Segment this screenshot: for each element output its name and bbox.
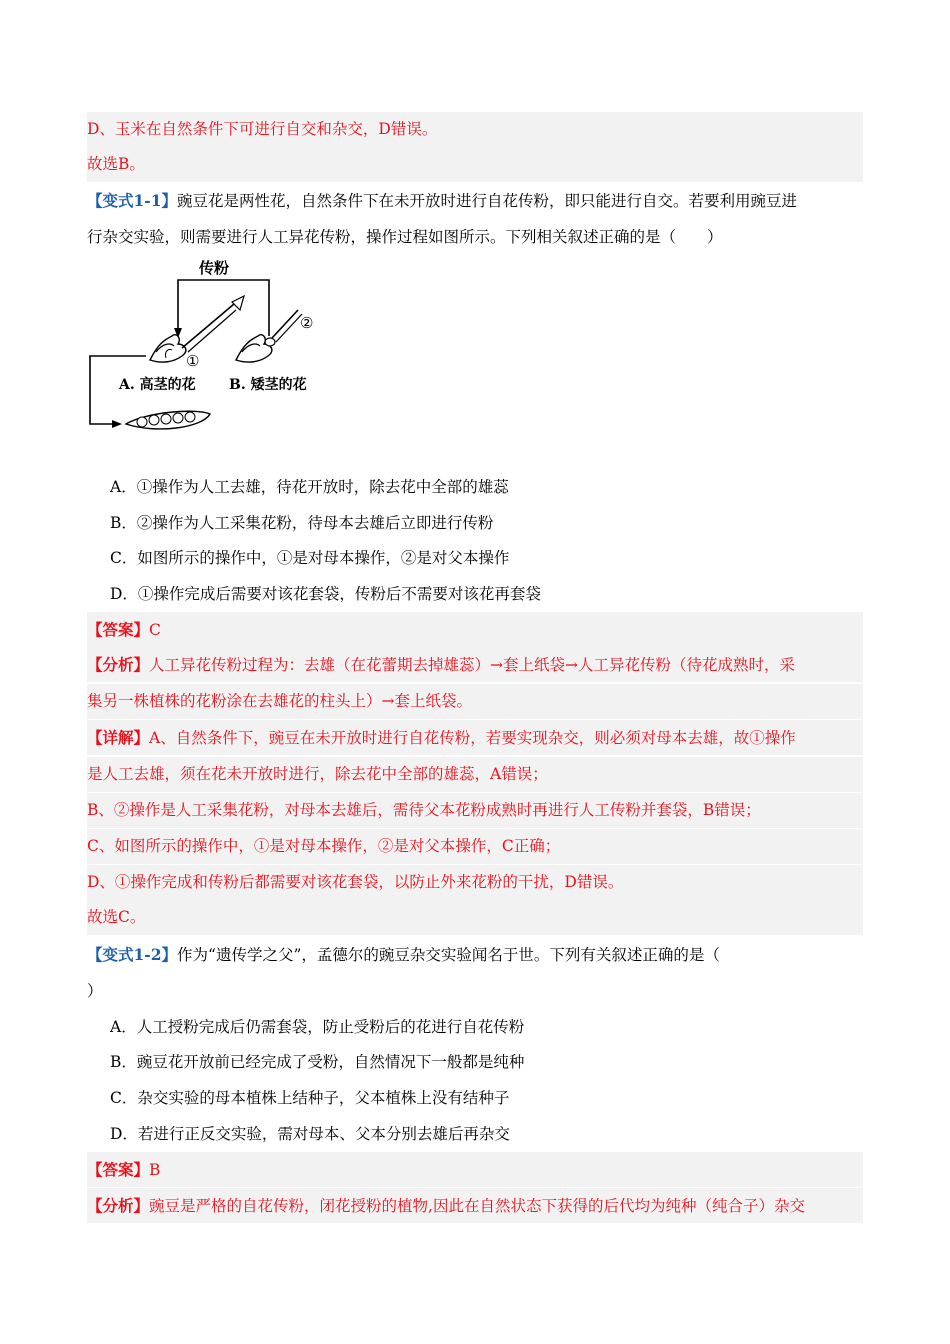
answer-tag: 【答案】 <box>87 620 150 639</box>
answer-line <box>87 612 863 647</box>
detail-line <box>87 720 863 755</box>
question-stem-text: 豌豆花是两性花，自然条件下在未开放时进行自花传粉，即只能进行自交。若要利用豌豆进 <box>177 192 798 210</box>
option-d: D．①操作完成后需要对该花套袋，传粉后不需要对该花再套袋 <box>110 585 541 603</box>
question-stem-q2 <box>87 937 863 972</box>
option-b: B．②操作为人工采集花粉，待母本去雄后立即进行传粉 <box>110 514 494 532</box>
answer-line-d: D、玉米在自然条件下可进行自交和杂交，D错误。 <box>87 112 863 147</box>
q2-answer-value: B <box>149 1161 161 1179</box>
analysis-line <box>87 647 863 682</box>
analysis-line-2: 集另一株植株的花粉涂在去雄花的柱头上）→套上纸袋。 <box>87 684 863 719</box>
q2-analysis-text: 豌豆是严格的自花传粉，闭花授粉的植物,因此在自然状态下获得的后代均为纯种（纯合子）杂交 <box>149 1197 805 1215</box>
question-stem-2: 行杂交实验，则需要进行人工异花传粉，操作过程如图所示。下列相关叙述正确的是（ ） <box>87 228 723 246</box>
detail-line-5: D、①操作完成和传粉后都需要对该花套袋，以防止外来花粉的干扰，D错误。 <box>87 865 863 900</box>
question-tag: 【变式1-1】 <box>87 191 178 210</box>
option-c: C．如图所示的操作中，①是对母本操作，②是对父本操作 <box>110 549 510 567</box>
q2-analysis-tag: 【分析】 <box>87 1196 150 1215</box>
detail-tag: 【详解】 <box>87 728 150 747</box>
detail-text: A、自然条件下，豌豆在未开放时进行自花传粉，若要实现杂交，则必须对母本去雄，故①操作 <box>149 729 796 747</box>
figure-label-a: A. 高茎的花 <box>119 377 196 393</box>
figure-label-transfer: 传粉 <box>198 259 230 277</box>
answer-value: C <box>149 621 161 639</box>
option-a: A．①操作为人工去雄，待花开放时，除去花中全部的雄蕊 <box>110 478 509 496</box>
question-stem <box>87 183 863 218</box>
q2-option-d: D．若进行正反交实验，需对母本、父本分别去雄后再杂交 <box>110 1125 510 1143</box>
question-stem-q2-2: ） <box>87 982 103 1000</box>
q2-analysis-line <box>87 1188 863 1223</box>
q2-option-a: A．人工授粉完成后仍需套袋，防止受粉后的花进行自花传粉 <box>110 1018 525 1036</box>
analysis-tag: 【分析】 <box>87 655 150 674</box>
q2-answer-line <box>87 1152 863 1187</box>
choose-line: 故选B。 <box>87 147 863 182</box>
pollination-figure <box>86 252 336 437</box>
q2-option-b: B．豌豆花开放前已经完成了受粉，自然情况下一般都是纯种 <box>110 1053 525 1071</box>
q2-answer-tag: 【答案】 <box>87 1160 150 1179</box>
analysis-text: 人工异花传粉过程为：去雄（在花蕾期去掉雄蕊）→套上纸袋→人工异花传粉（待花成熟时，采 <box>149 656 795 674</box>
question-stem-q2-text: 作为“遗传学之父”，孟德尔的豌豆杂交实验闻名于世。下列有关叙述正确的是（ <box>177 946 720 964</box>
figure-mark-2: ② <box>300 314 314 332</box>
choose-line-2: 故选C。 <box>87 900 863 935</box>
detail-line-3: B、②操作是人工采集花粉，对母本去雄后，需待父本花粉成熟时再进行人工传粉并套袋，B错误； <box>87 793 863 828</box>
q2-option-c: C．杂交实验的母本植株上结种子，父本植株上没有结种子 <box>110 1089 510 1107</box>
detail-line-4: C、如图所示的操作中，①是对母本操作，②是对父本操作，C正确； <box>87 829 863 864</box>
figure-label-b: B. 矮茎的花 <box>229 377 307 393</box>
detail-line-2: 是人工去雄，须在花未开放时进行，除去花中全部的雄蕊，A错误； <box>87 757 863 792</box>
question-tag-q2: 【变式1-2】 <box>87 945 178 964</box>
figure-mark-1: ① <box>186 352 200 370</box>
